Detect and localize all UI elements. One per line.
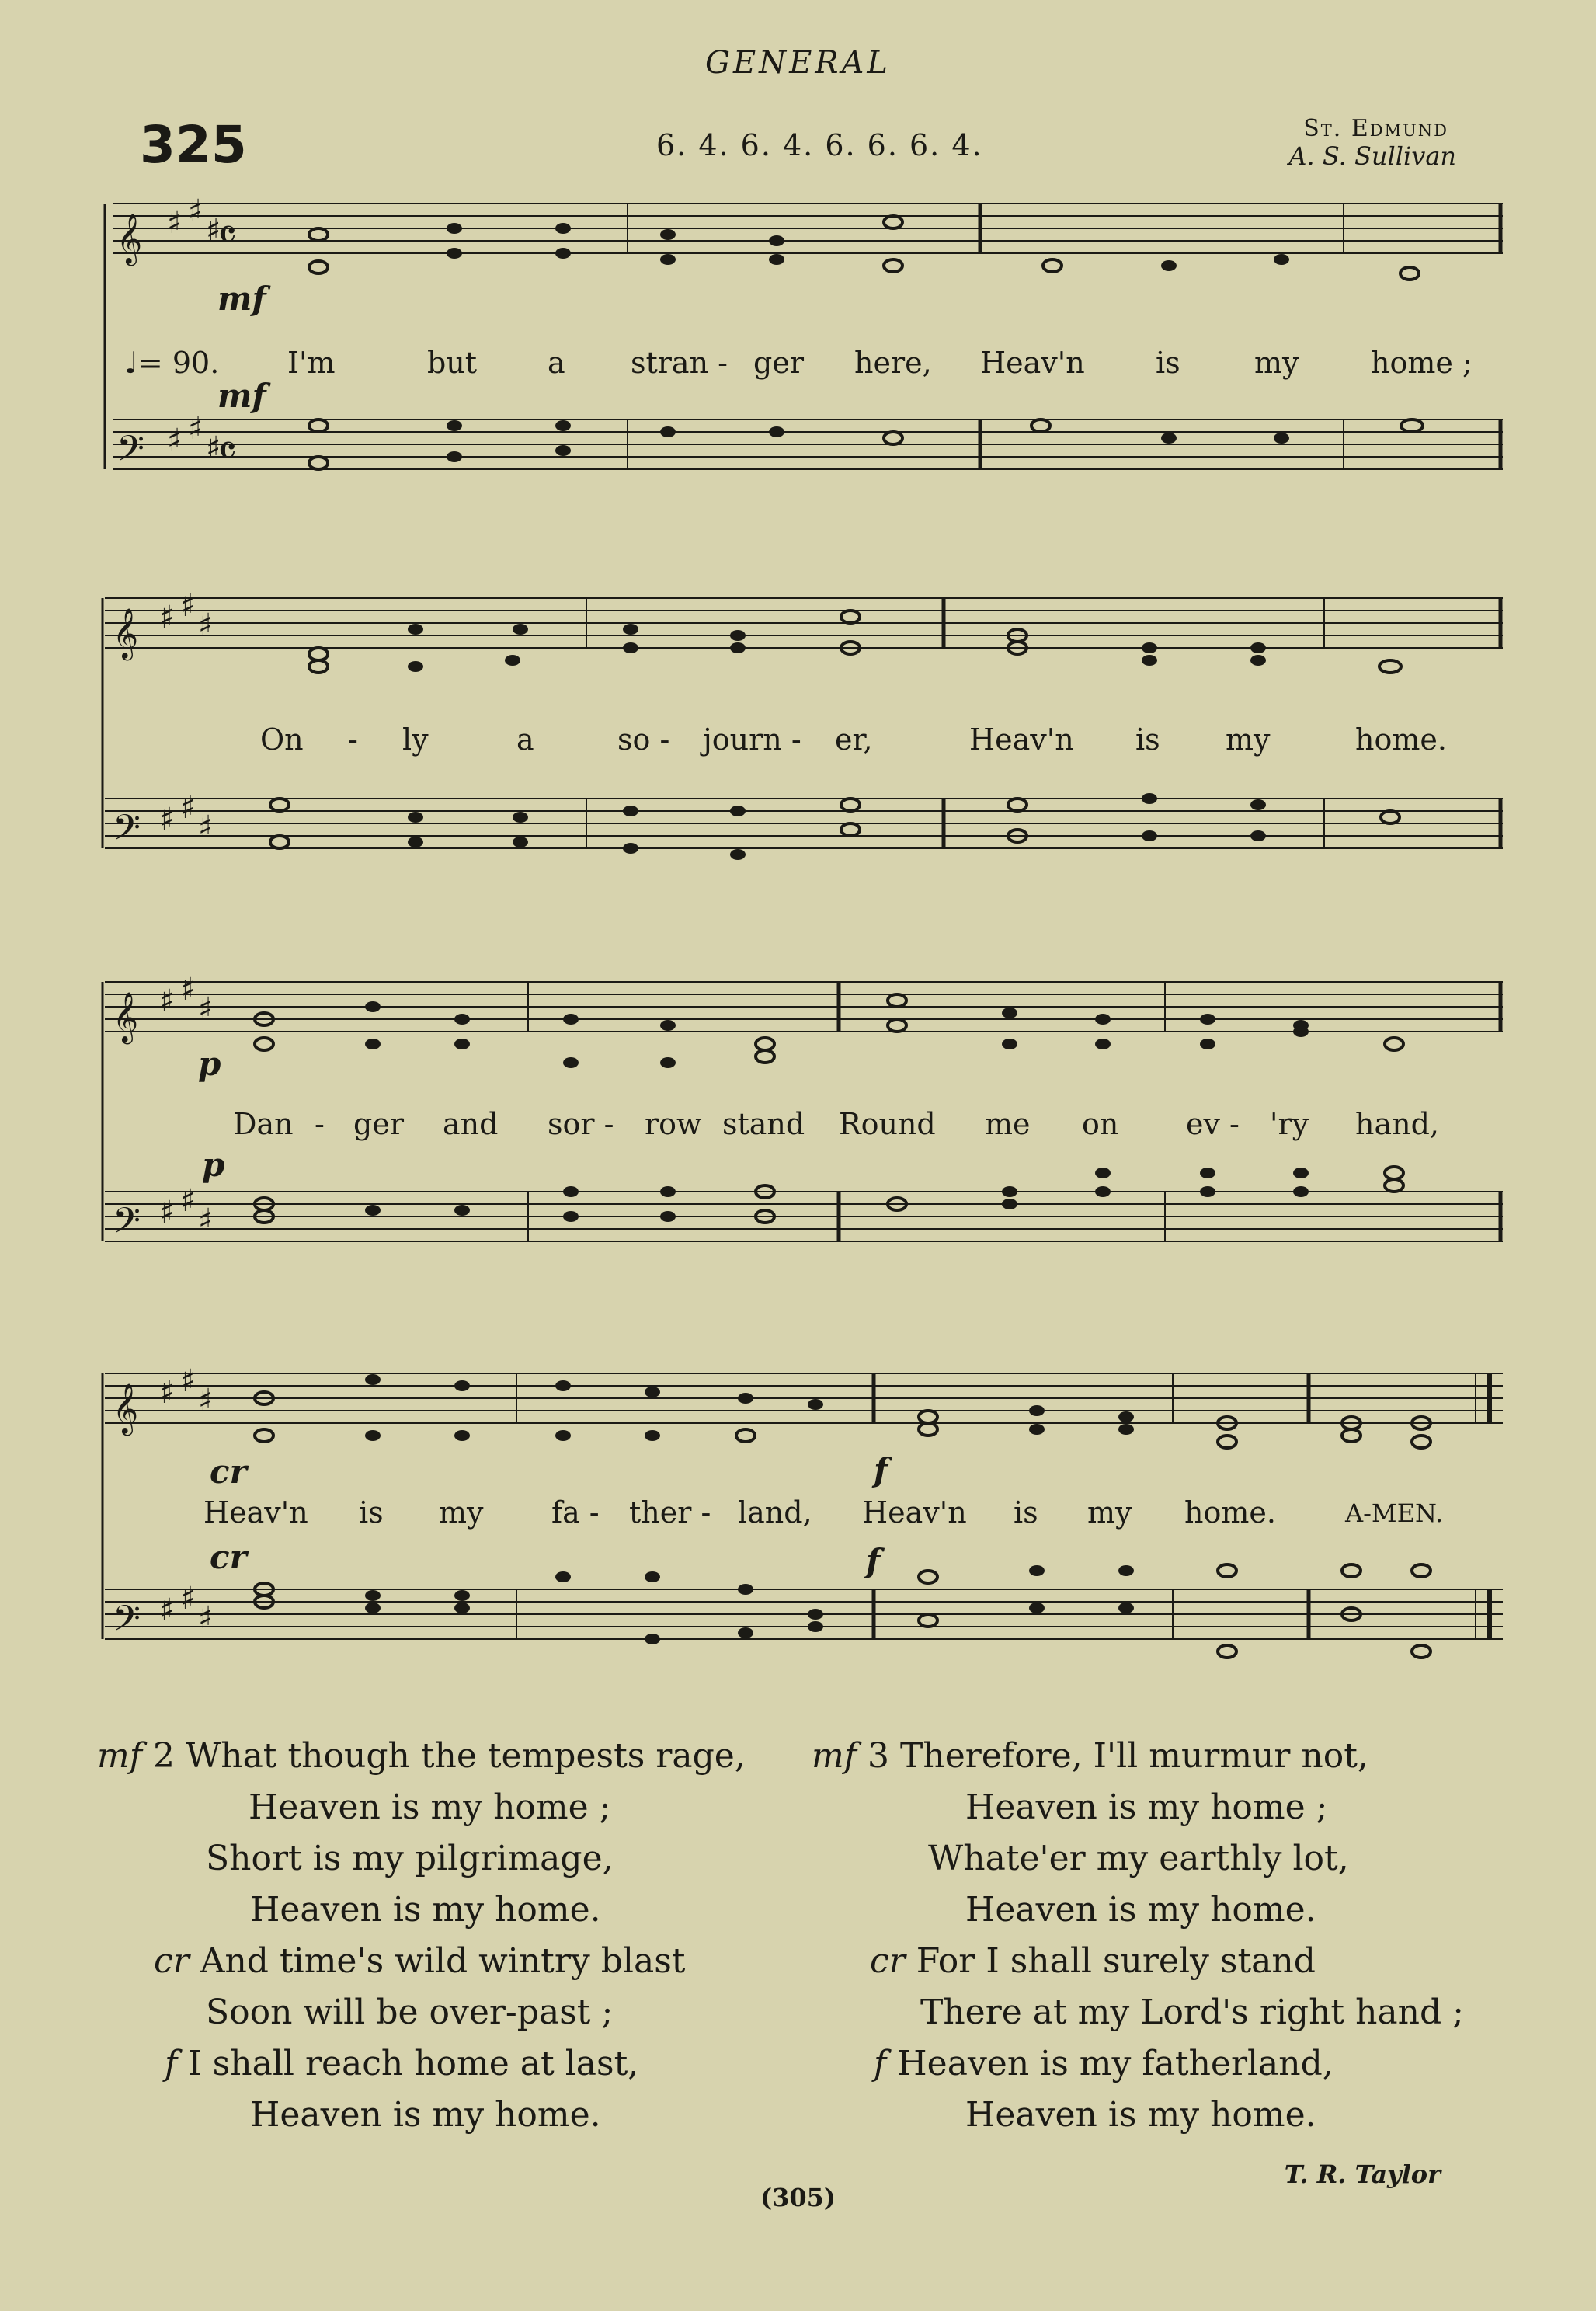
verse-3-line-7 (874, 2044, 1333, 2083)
svg-text:♯: ♯ (180, 790, 196, 826)
page-number: (305) (760, 2183, 836, 2212)
dynamic-mf-bass: mf (217, 377, 266, 415)
verse-2-line-4: Heaven is my home. (250, 1890, 601, 1930)
bass-clef-icon: 𝄢 (113, 807, 141, 858)
svg-text:♯: ♯ (159, 1195, 175, 1230)
dynamic-f: f (874, 1451, 888, 1489)
lyric: - (348, 722, 358, 757)
lyric: 'ry (1270, 1107, 1309, 1141)
lyric: me (985, 1107, 1031, 1141)
svg-text:♯: ♯ (167, 423, 183, 458)
lyric: Heav'n (203, 1495, 308, 1530)
verse-text: And time's wild wintry blast (200, 1941, 686, 1981)
lyric: but (427, 346, 478, 380)
verse-dynamic: cr (154, 1941, 190, 1981)
dynamic-cr-bass: cr (210, 1538, 247, 1576)
lyric: home. (1184, 1495, 1276, 1530)
music-system-3 (0, 948, 1596, 1289)
music-system-2 (0, 567, 1596, 909)
svg-text:♯: ♯ (159, 1592, 175, 1628)
lyric: is (1014, 1495, 1038, 1530)
lyric: er, (835, 722, 873, 757)
bass-clef-icon: 𝄢 (113, 1598, 141, 1648)
verse-dynamic: mf (812, 1736, 857, 1776)
lyric: stran - (631, 346, 728, 380)
lyric: stand (722, 1107, 805, 1141)
verse-dynamic: f (165, 2044, 178, 2083)
lyric: a (516, 722, 534, 757)
svg-text:♯: ♯ (180, 1363, 196, 1399)
treble-clef-icon: 𝄞 (113, 992, 139, 1042)
lyric: On (260, 722, 304, 757)
lyric: hand, (1355, 1107, 1440, 1141)
lyric: land, (738, 1495, 812, 1530)
lyric: ger (753, 346, 804, 380)
lyrics-line-4 (0, 1495, 1596, 1534)
svg-text:♯: ♯ (159, 600, 175, 635)
lyric: here, (854, 346, 932, 380)
svg-text:♯: ♯ (198, 607, 214, 643)
verse-text: What though the tempests rage, (186, 1736, 746, 1776)
verse-2-line-3: Short is my pilgrimage, (206, 1839, 614, 1878)
lyric: Heav'n (969, 722, 1074, 757)
verse-3-line-8: Heaven is my home. (965, 2095, 1316, 2135)
verse-3-line-3: Whate'er my earthly lot, (928, 1839, 1349, 1878)
hymn-number: 325 (140, 115, 247, 175)
lyric: - (315, 1107, 325, 1141)
dynamic-f-bass: f (866, 1542, 881, 1580)
dynamic-p: p (198, 1045, 221, 1083)
svg-text:♯: ♯ (180, 1581, 196, 1617)
bass-clef-icon: 𝄢 (113, 1200, 141, 1251)
verse-text: Therefore, I'll murmur not, (900, 1736, 1368, 1776)
svg-text:♯: ♯ (180, 588, 196, 624)
lyrics-line-3 (0, 1107, 1596, 1146)
lyric: my (1254, 346, 1299, 380)
composer: A. S. Sullivan (1288, 141, 1456, 171)
verse-3-line-6: There at my Lord's right hand ; (920, 1993, 1464, 2032)
lyric: is (1135, 722, 1160, 757)
tempo-marking: ♩= 90. (124, 346, 220, 380)
music-system-1 (0, 179, 1596, 536)
music-system-4 (0, 1328, 1596, 1701)
verse-number: 3 (868, 1736, 890, 1776)
lyric: and (443, 1107, 499, 1141)
svg-text:♯: ♯ (159, 983, 175, 1019)
svg-text:♯: ♯ (198, 1600, 214, 1636)
lyric: journ - (703, 722, 801, 757)
svg-text:♯: ♯ (206, 430, 221, 466)
verse-2-line-8: Heaven is my home. (250, 2095, 601, 2135)
svg-text:♯: ♯ (198, 809, 214, 845)
lyric: row (645, 1107, 702, 1141)
dynamic-p-bass: p (202, 1146, 225, 1184)
svg-text:♯: ♯ (206, 213, 221, 249)
verse-text: For I shall surely stand (916, 1941, 1316, 1981)
author: T. R. Taylor (1284, 2160, 1441, 2189)
verse-2-line-2: Heaven is my home ; (249, 1787, 611, 1827)
lyric: is (359, 1495, 384, 1530)
verse-3-line-4: Heaven is my home. (965, 1890, 1316, 1930)
lyrics-line-1 (0, 346, 1596, 385)
lyric: my (1087, 1495, 1132, 1530)
svg-text:♯: ♯ (167, 205, 183, 241)
lyrics-line-2 (0, 722, 1596, 761)
lyric: my (1226, 722, 1271, 757)
verse-number: 2 (153, 1736, 176, 1776)
lyric: on (1082, 1107, 1119, 1141)
svg-text:♯: ♯ (180, 972, 196, 1008)
tune-name: St. Edmund (1303, 115, 1448, 142)
treble-clef-icon: 𝄞 (116, 214, 143, 264)
lyric: ly (402, 722, 429, 757)
verse-text: I shall reach home at last, (188, 2044, 639, 2083)
lyric: home ; (1371, 346, 1473, 380)
lyric: a (548, 346, 565, 380)
lyric: my (439, 1495, 484, 1530)
verse-dynamic: cr (870, 1941, 906, 1981)
treble-clef-icon: 𝄞 (113, 1383, 139, 1434)
svg-text:♯: ♯ (198, 991, 214, 1027)
lyric: sor - (548, 1107, 614, 1141)
verse-3-line-1 (812, 1736, 1368, 1776)
lyric: ev - (1186, 1107, 1240, 1141)
verse-text: Heaven is my fatherland, (897, 2044, 1333, 2083)
svg-text:♯: ♯ (180, 1183, 196, 1219)
svg-text:♯: ♯ (198, 1383, 214, 1418)
dynamic-cr: cr (210, 1453, 247, 1491)
svg-text:♯: ♯ (188, 193, 203, 229)
verse-2-line-6: Soon will be over-past ; (206, 1993, 614, 2032)
svg-text:𝄴: 𝄴 (217, 211, 238, 261)
section-header: GENERAL (705, 45, 891, 81)
verse-3-line-5 (870, 1941, 1316, 1981)
svg-text:♯: ♯ (159, 802, 175, 837)
verse-3-line-2: Heaven is my home ; (965, 1787, 1328, 1827)
lyric: ther - (629, 1495, 711, 1530)
lyric: Round (839, 1107, 936, 1141)
meter: 6. 4. 6. 4. 6. 6. 6. 4. (656, 128, 983, 162)
bass-clef-icon: 𝄢 (116, 428, 145, 479)
verse-2-line-1 (97, 1736, 746, 1776)
svg-text:𝄴: 𝄴 (217, 426, 238, 477)
amen: A-MEN. (1345, 1498, 1444, 1528)
lyric: Dan (233, 1107, 294, 1141)
lyric: Heav'n (862, 1495, 967, 1530)
verse-dynamic: f (874, 2044, 887, 2083)
lyric: fa - (551, 1495, 600, 1530)
svg-text:♯: ♯ (198, 1202, 214, 1238)
lyric: Heav'n (980, 346, 1085, 380)
verse-dynamic: mf (97, 1736, 143, 1776)
dynamic-mf: mf (217, 280, 266, 318)
svg-text:♯: ♯ (159, 1375, 175, 1411)
verse-2-line-7 (165, 2044, 638, 2083)
verse-2-line-5 (154, 1941, 685, 1981)
lyric: ger (353, 1107, 404, 1141)
lyric: is (1156, 346, 1180, 380)
lyric: I'm (287, 346, 336, 380)
svg-text:♯: ♯ (188, 411, 203, 447)
lyric: so - (617, 722, 670, 757)
lyric: home. (1355, 722, 1447, 757)
treble-clef-icon: 𝄞 (113, 608, 139, 659)
